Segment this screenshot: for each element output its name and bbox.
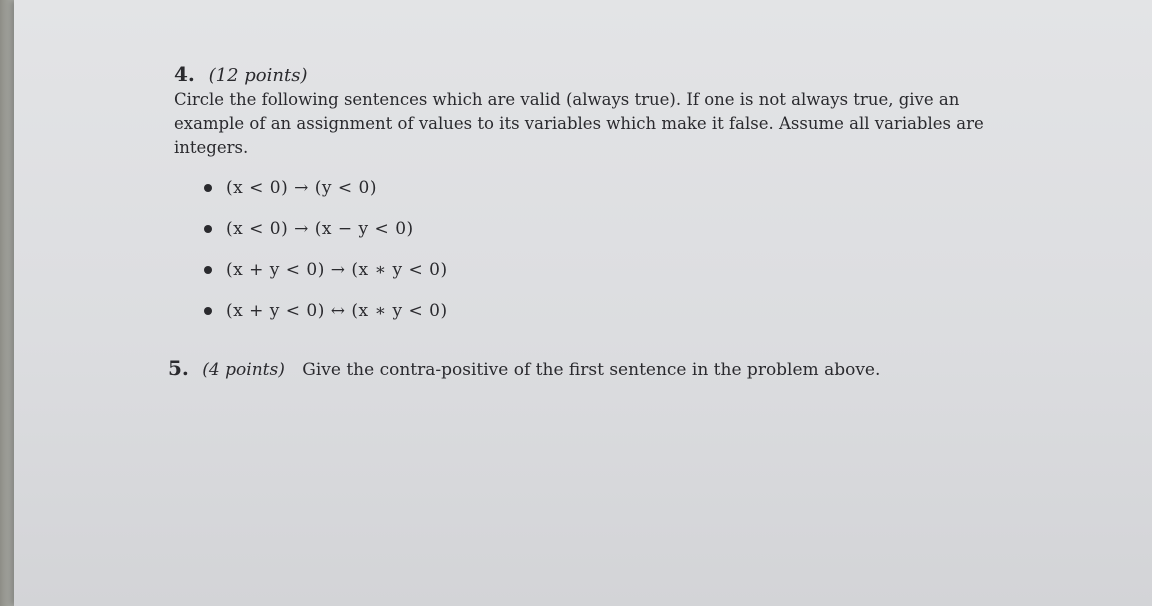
sentence-item-3[interactable]	[174, 258, 1054, 299]
question-5-number: 5.	[168, 356, 189, 380]
question-4-instructions: Circle the following sentences which are valid (always true). If one is not always true, give an example of an assignment of values to its variables which make it false. Assume all variables are integers.	[174, 90, 984, 157]
question-5-points: (4 points)	[202, 360, 285, 380]
bullet-icon	[204, 307, 212, 315]
question-4	[174, 62, 1054, 340]
question-4-points: (12 points)	[208, 65, 308, 86]
sentence-item-2[interactable]	[174, 217, 1054, 258]
sentence-formula-1: (x < 0) → (y < 0)	[226, 178, 378, 198]
sentence-formula-3: (x + y < 0) → (x ∗ y < 0)	[226, 260, 448, 280]
sentence-formula-2: (x < 0) → (x − y < 0)	[226, 219, 414, 239]
bullet-icon	[204, 266, 212, 274]
question-5-text: Give the contra-positive of the first sentence in the problem above.	[302, 360, 881, 380]
sentence-item-4[interactable]	[174, 299, 1054, 340]
sentence-item-1[interactable]	[174, 176, 1054, 217]
question-4-header	[174, 62, 1054, 88]
sentence-formula-4: (x + y < 0) ↔ (x ∗ y < 0)	[226, 301, 448, 321]
question-4-number: 4.	[174, 62, 195, 86]
question-5	[168, 356, 880, 382]
bullet-icon	[204, 225, 212, 233]
bullet-icon	[204, 184, 212, 192]
question-4-sentence-list	[174, 176, 1054, 340]
